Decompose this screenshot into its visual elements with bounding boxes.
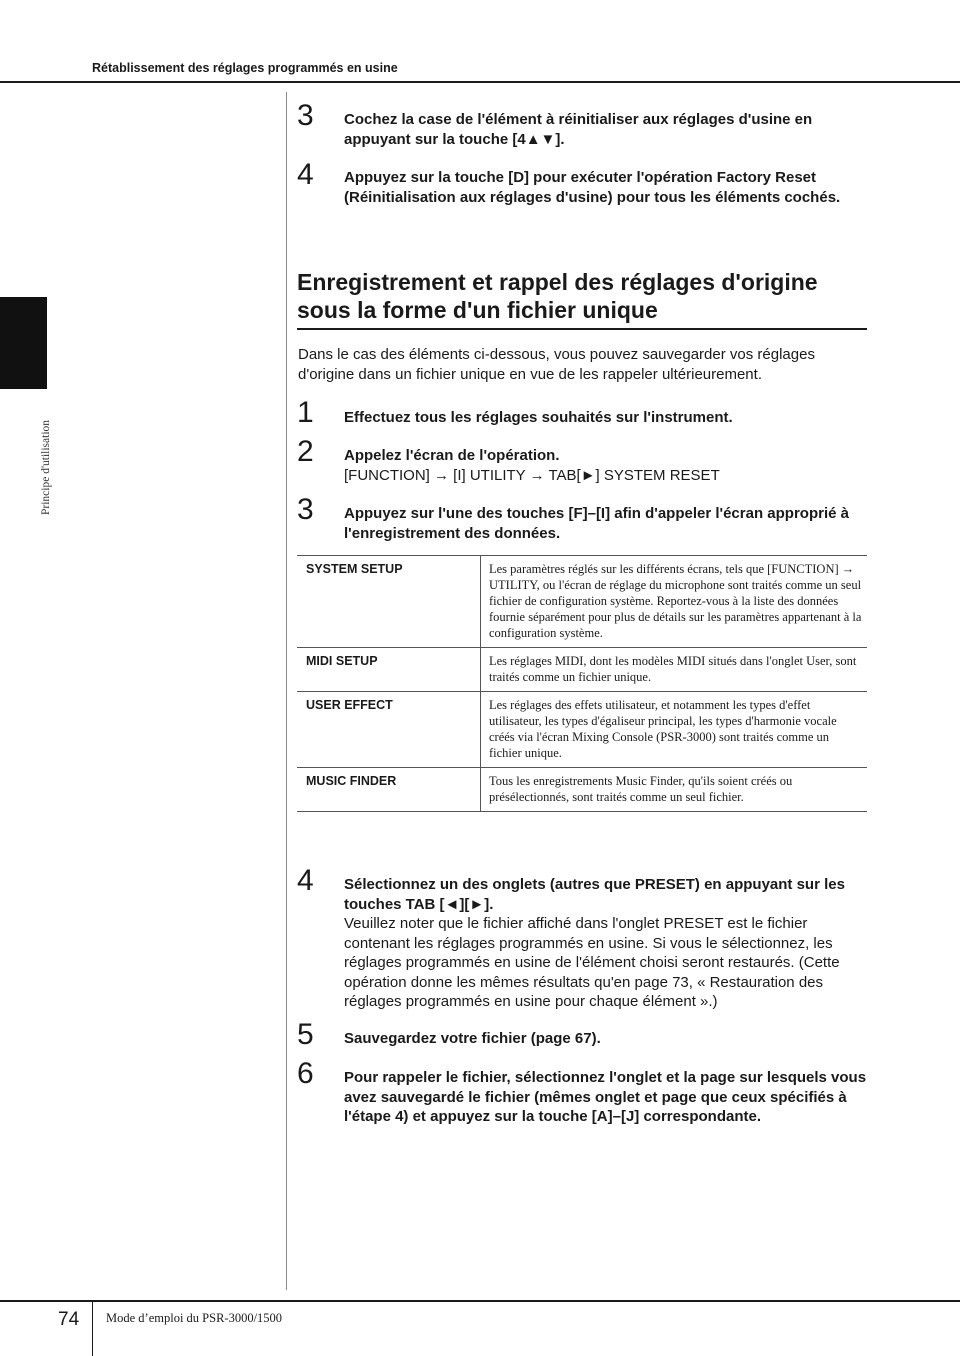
step-instruction: Cochez la case de l'élément à réinitialiser aux réglages d'usine en appuyant sur la touche [4▲▼].	[344, 111, 813, 148]
step-detail: Veuillez noter que le fichier affiché dans l'onglet PRESET est le fichier contenant les réglages programmés en usine. Si vous le sélectionnez, les réglages programmés en usine de l'élément choisi seront restaurés. (Cette opération donne les mêmes résultats qu'en page 73, « Restauration des réglages programmés en usine pour chaque élément ».)	[344, 915, 840, 1010]
table-row	[297, 647, 867, 691]
step-number: 3	[297, 99, 314, 132]
step-number: 4	[297, 158, 314, 191]
table-value: Les réglages MIDI, dont les modèles MIDI situés dans l'onglet User, sont traités comme un fichier unique.	[480, 648, 867, 691]
section-title: Enregistrement et rappel des réglages d'origine sous la forme d'un fichier unique	[297, 269, 818, 323]
table-key: USER EFFECT	[306, 698, 393, 712]
chapter-tab-label: Principe d'utilisation	[40, 419, 52, 515]
step-number: 1	[297, 396, 314, 429]
data-type-table	[297, 555, 867, 812]
step-number: 3	[297, 493, 314, 526]
title-rule	[297, 328, 867, 330]
table-key: MIDI SETUP	[306, 654, 378, 668]
table-value: Les réglages des effets utilisateur, et notamment les types d'effet utilisateur, les types d'égaliseur principal, les types d'harmonie vocale créés via l'écran Mixing Console (PSR-3000) sont traités comme un fichier unique.	[480, 692, 867, 767]
step-detail: [FUNCTION] → [I] UTILITY → TAB[►] SYSTEM RESET	[344, 467, 720, 484]
step-instruction: Appuyez sur l'une des touches [F]–[I] afin d'appeler l'écran approprié à l'enregistrement des données.	[344, 505, 849, 542]
step-instruction: Effectuez tous les réglages souhaités sur l'instrument.	[344, 409, 733, 426]
manual-title: Mode d’emploi du PSR-3000/1500	[106, 1311, 283, 1325]
page-number: 74	[58, 1309, 80, 1330]
margin-rule	[286, 92, 287, 1290]
step-number: 4	[297, 864, 314, 897]
section-intro: Dans le cas des éléments ci-dessous, vous pouvez sauvegarder vos réglages d'origine dans un fichier unique en vue de les rappeler ultérieurement.	[298, 346, 815, 383]
table-row	[297, 691, 867, 767]
step-instruction: Sélectionnez un des onglets (autres que PRESET) en appuyant sur les touches TAB [◄][►].	[344, 876, 845, 913]
table-row	[297, 555, 867, 647]
footer-rule	[0, 1300, 960, 1302]
step-instruction: Appelez l'écran de l'opération.	[344, 447, 560, 464]
table-key: MUSIC FINDER	[306, 774, 397, 788]
footer-divider	[92, 1300, 93, 1356]
table-row	[297, 767, 867, 812]
table-key: SYSTEM SETUP	[306, 562, 403, 576]
chapter-tab-block	[0, 297, 47, 389]
table-value: Tous les enregistrements Music Finder, qu'ils soient créés ou présélectionnés, sont traités comme un seul fichier.	[480, 768, 867, 811]
step-instruction: Pour rappeler le fichier, sélectionnez l'onglet et la page sur lesquels vous avez sauvegardé le fichier (mêmes onglet et page que ceux spécifiés à l'étape 4) et appuyez sur la touche [A]–[J] correspondante.	[344, 1069, 867, 1125]
step-instruction: Sauvegardez votre fichier (page 67).	[344, 1030, 601, 1047]
step-instruction: Appuyez sur la touche [D] pour exécuter l'opération Factory Reset (Réinitialisation aux réglages d'usine) pour tous les éléments cochés.	[344, 169, 841, 206]
step-number: 2	[297, 435, 314, 468]
header-rule	[0, 81, 960, 83]
step-number: 5	[297, 1018, 314, 1051]
running-header: Rétablissement des réglages programmés en usine	[92, 61, 398, 75]
step-block	[344, 875, 874, 1012]
step-number: 6	[297, 1057, 314, 1090]
table-value: Les paramètres réglés sur les différents écrans, tels que [FUNCTION] → UTILITY, ou l'écran de réglage du microphone sont traités comme un seul fichier de configuration système. Reportez-vous à la liste des données fournie séparément pour plus de détails sur les paramètres appartenant à la configuration système.	[480, 556, 867, 647]
